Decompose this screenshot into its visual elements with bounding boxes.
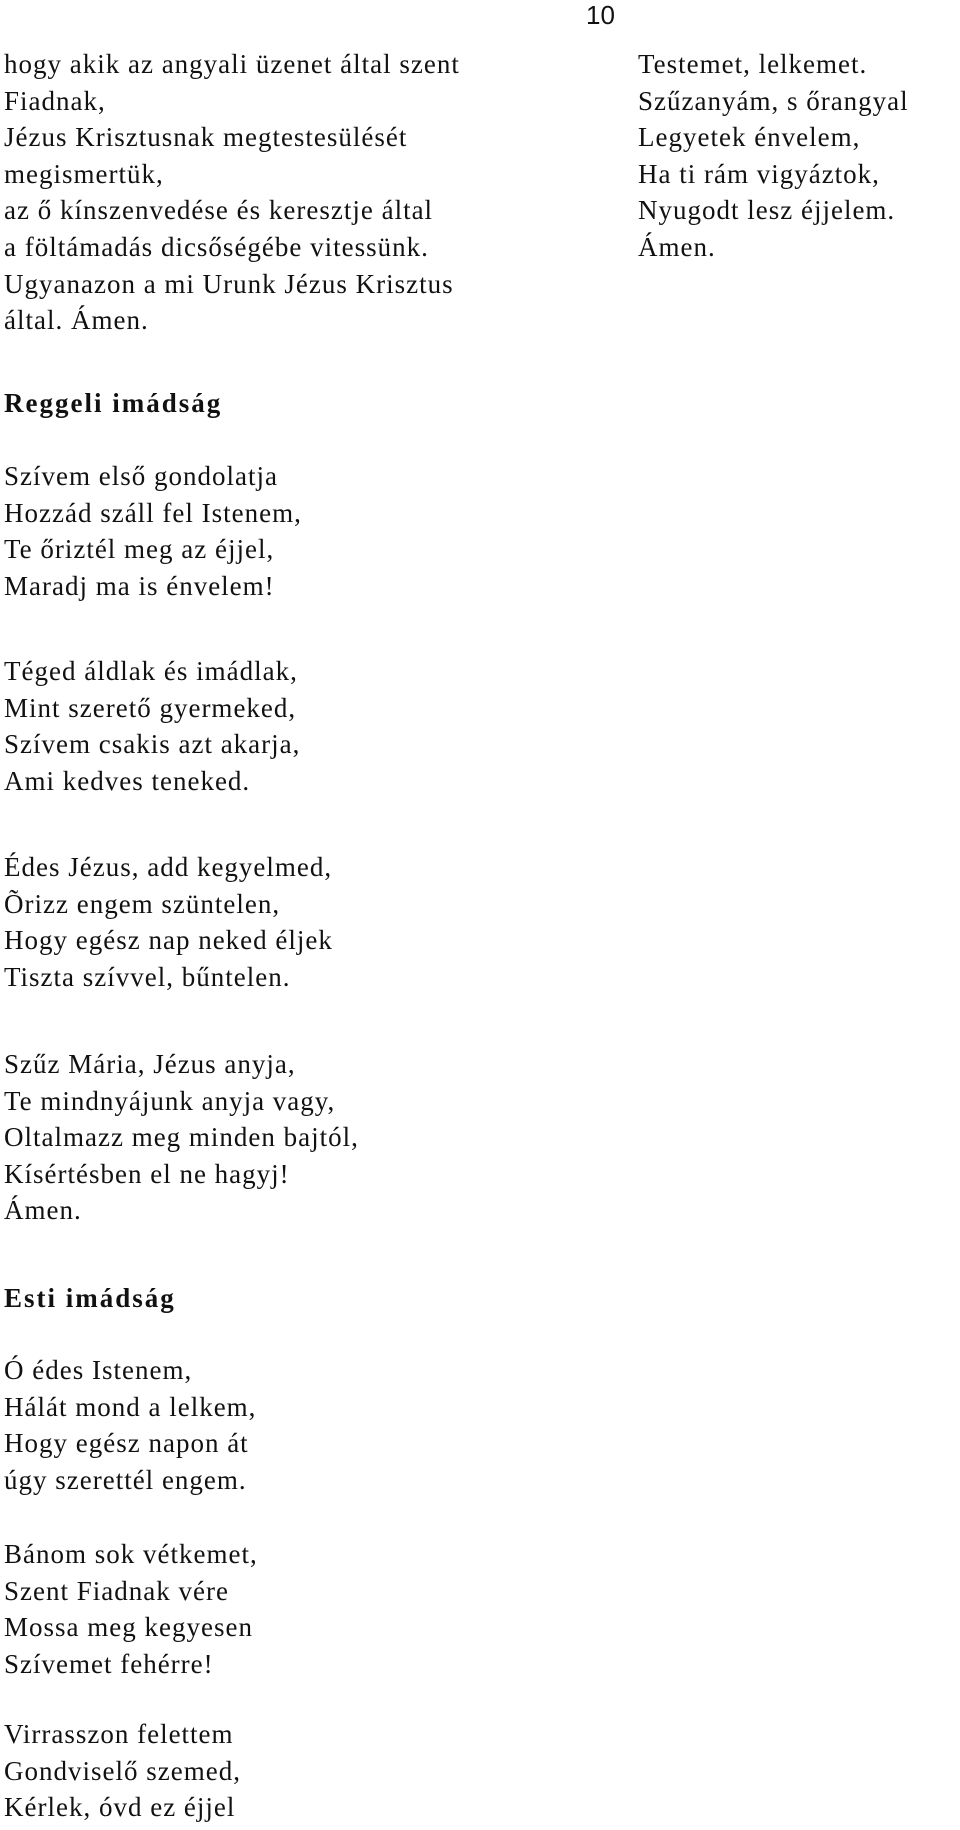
morning-stanza-3 <box>4 849 944 995</box>
evening-stanza-2 <box>4 1536 944 1682</box>
text-line: a föltámadás dicsőségébe vitessünk. <box>4 231 429 262</box>
verse-line: Szívemet fehérre! <box>4 1648 214 1679</box>
verse-line: Hozzád száll fel Istenem, <box>4 497 302 528</box>
text-line: által. Ámen. <box>4 305 149 336</box>
evening-stanza-3 <box>4 1716 944 1826</box>
verse-line: Hogy egész napon át <box>4 1428 249 1459</box>
text-line: Ugyanazon a mi Urunk Jézus Krisztus <box>4 268 454 299</box>
prayer-ending-right <box>638 46 956 266</box>
verse-line: Ami kedves teneked. <box>4 765 251 796</box>
text-line: Ha ti rám vigyáztok, <box>638 158 880 189</box>
page-number: 10 <box>586 0 615 30</box>
verse-line: Kérlek, óvd ez éjjel <box>4 1792 236 1823</box>
morning-prayer-heading: Reggeli imádság <box>4 388 223 418</box>
verse-line: Hogy egész nap neked éljek <box>4 925 333 956</box>
verse-line: Ámen. <box>4 1195 82 1226</box>
verse-line: úgy szerettél engem. <box>4 1464 247 1495</box>
verse-line: Kísértésben el ne hagyj! <box>4 1158 290 1189</box>
verse-line: Oltalmazz meg minden bajtól, <box>4 1122 359 1153</box>
text-line: Szűzanyám, s őrangyal <box>638 85 909 116</box>
verse-line: Virrasszon felettem <box>4 1719 234 1749</box>
verse-line: Tiszta szívvel, bűntelen. <box>4 961 291 992</box>
text-line: Legyetek énvelem, <box>638 122 861 153</box>
verse-line: Te őriztél meg az éjjel, <box>4 534 275 565</box>
text-line: Testemet, lelkemet. <box>638 49 868 79</box>
text-line: hogy akik az angyali üzenet által szent <box>4 49 460 79</box>
verse-line: Maradj ma is énvelem! <box>4 570 275 601</box>
evening-stanza-1 <box>4 1352 944 1498</box>
verse-line: Gondviselő szemed, <box>4 1755 241 1786</box>
verse-line: Szűz Mária, Jézus anyja, <box>4 1049 296 1079</box>
text-line: az ő kínszenvedése és keresztje által <box>4 195 434 226</box>
verse-line: Ó édes Istenem, <box>4 1355 193 1385</box>
morning-stanza-2 <box>4 653 944 799</box>
morning-stanza-4 <box>4 1046 944 1229</box>
verse-line: Hálát mond a lelkem, <box>4 1391 257 1422</box>
text-line: Ámen. <box>638 231 716 262</box>
verse-line: Téged áldlak és imádlak, <box>4 656 298 686</box>
text-line: Jézus Krisztusnak megtestesülését <box>4 122 408 153</box>
verse-line: Szent Fiadnak vére <box>4 1575 229 1606</box>
verse-line: Õrizz engem szüntelen, <box>4 888 281 919</box>
morning-stanza-1 <box>4 458 944 604</box>
text-line: Nyugodt lesz éjjelem. <box>638 195 896 226</box>
prayer-ending-left <box>4 46 544 339</box>
verse-line: Mint szerető gyermeked, <box>4 692 297 723</box>
verse-line: Mossa meg kegyesen <box>4 1612 253 1643</box>
verse-line: Bánom sok vétkemet, <box>4 1539 258 1569</box>
text-line: megismertük, <box>4 158 164 189</box>
verse-line: Édes Jézus, add kegyelmed, <box>4 852 333 882</box>
evening-prayer-heading: Esti imádság <box>4 1283 176 1313</box>
verse-line: Szívem első gondolatja <box>4 461 278 491</box>
text-line: Fiadnak, <box>4 85 106 116</box>
verse-line: Te mindnyájunk anyja vagy, <box>4 1085 336 1116</box>
verse-line: Szívem csakis azt akarja, <box>4 729 301 760</box>
